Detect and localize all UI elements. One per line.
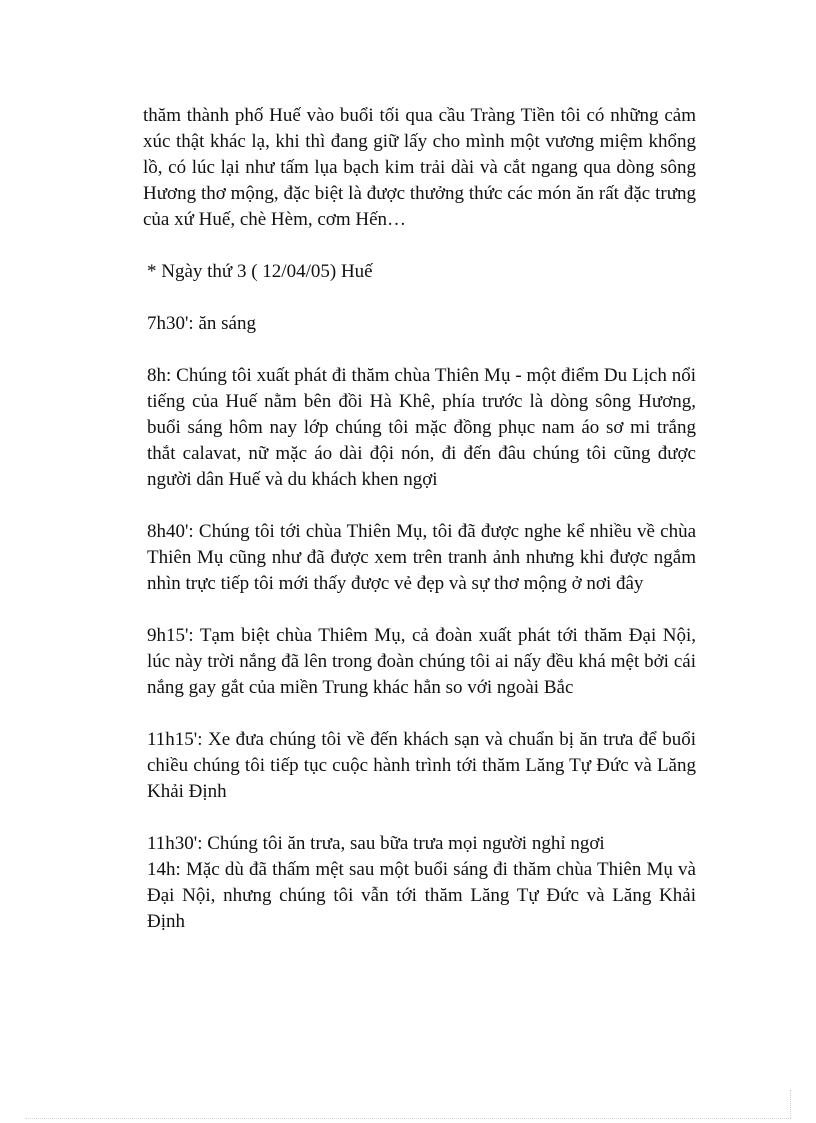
paragraph-9h15: 9h15': Tạm biệt chùa Thiêm Mụ, cả đoàn xuất phát tới thăm Đại Nội, lúc này trời nắng đã lên trong đoàn chúng tôi ai nấy đều khá mệt bởi cái nắng gay gắt của miền Trung khác hẳn so với ngoài Bắc bbox=[147, 625, 696, 698]
paragraph-14h: 14h: Mặc dù đã thấm mệt sau một buổi sáng đi thăm chùa Thiên Mụ và Đại Nội, nhưng chúng tôi vẫn tới thăm Lăng Tự Đức và Lăng Khải Định bbox=[147, 859, 696, 932]
paragraph-8h: 8h: Chúng tôi xuất phát đi thăm chùa Thiên Mụ - một điểm Du Lịch nổi tiếng của Huế nằm bên đồi Hà Khê, phía trước là dòng sông Hương, buổi sáng hôm nay lớp chúng tôi mặc đồng phục nam áo sơ mi trắng thắt calavat, nữ mặc áo dài đội nón, đi đến đâu chúng tôi cũng được người dân Huế và du khách khen ngợi bbox=[147, 365, 696, 490]
paragraph-day-3-heading: * Ngày thứ 3 ( 12/04/05) Huế bbox=[147, 261, 373, 282]
document-body bbox=[143, 103, 696, 935]
paragraph-11h30: 11h30': Chúng tôi ăn trưa, sau bữa trưa mọi người nghỉ ngơi bbox=[147, 833, 605, 854]
page-bottom-rule bbox=[25, 1118, 791, 1119]
paragraph-hue-evening: thăm thành phố Huế vào buổi tối qua cầu Tràng Tiền tôi có những cảm xúc thật khác lạ, khi thì đang giữ lấy cho mình một vương miệm khổng lồ, có lúc lại như tấm lụa bạch kim trải dài và cắt ngang qua dòng sông Hương thơ mộng, đặc biệt là được thưởng thức các món ăn rất đặc trưng của xứ Huế, chè Hèm, cơm Hến… bbox=[143, 105, 696, 230]
paragraph-11h15: 11h15': Xe đưa chúng tôi về đến khách sạn và chuẩn bị ăn trưa để buổi chiều chúng tôi tiếp tục cuộc hành trình tới thăm Lăng Tự Đức và Lăng Khải Định bbox=[147, 729, 696, 802]
paragraph-7h30: 7h30': ăn sáng bbox=[147, 313, 256, 334]
paragraph-8h40: 8h40': Chúng tôi tới chùa Thiên Mụ, tôi đã được nghe kể nhiều về chùa Thiên Mụ cũng như đã được xem trên tranh ảnh nhưng khi được ngắm nhìn trực tiếp tôi mới thấy được vẻ đẹp và sự thơ mộng ở nơi đây bbox=[147, 521, 696, 594]
page-corner-rule bbox=[790, 1090, 791, 1118]
